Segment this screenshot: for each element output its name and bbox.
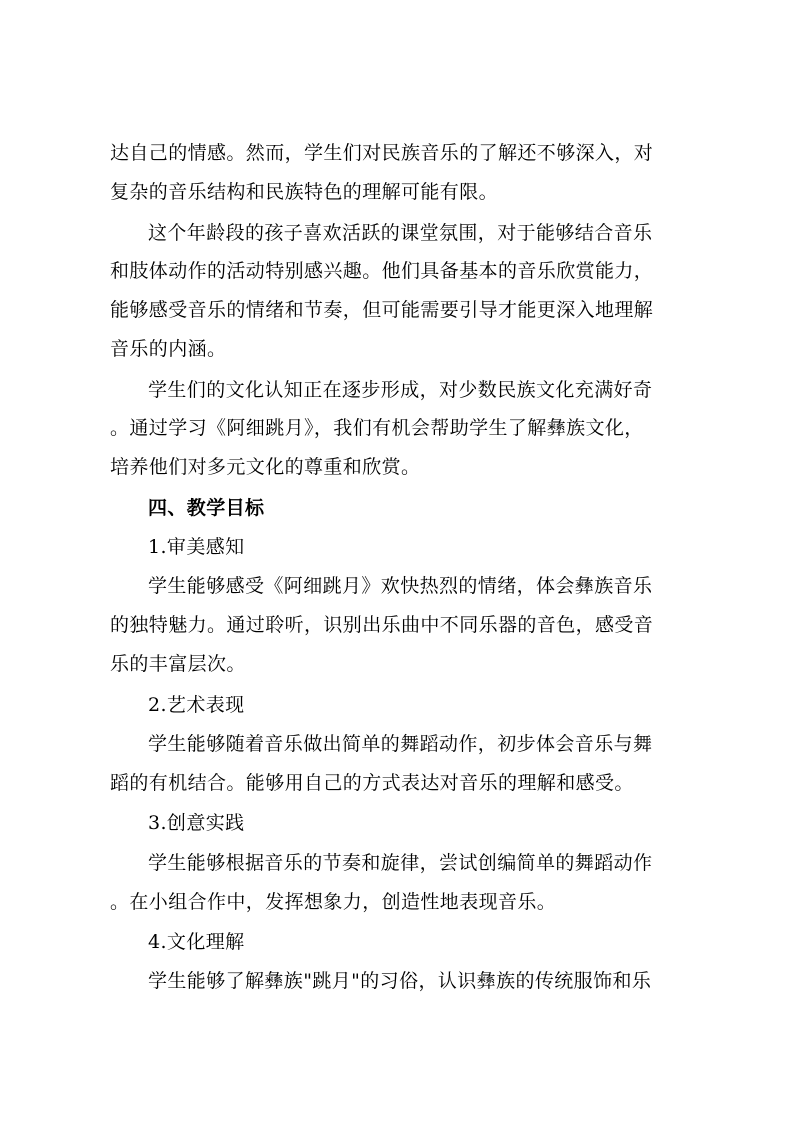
paragraph-line: 学生能够随着音乐做出简单的舞蹈动作，初步体会音乐与舞 [148,733,653,755]
paragraph-line: 乐的丰富层次。 [110,653,246,675]
paragraph-line: 培养他们对多元文化的尊重和欣赏。 [110,456,421,478]
paragraph-line: 的独特魅力。通过聆听，识别出乐曲中不同乐器的音色，感受音 [110,614,654,636]
paragraph-line: 复杂的音乐结构和民族特色的理解可能有限。 [110,181,499,203]
paragraph-line: 和肢体动作的活动特别感兴趣。他们具备基本的音乐欣赏能力， [110,260,654,282]
paragraph-line: 学生能够感受《阿细跳月》欢快热烈的情绪，体会彝族音乐 [148,575,653,597]
paragraph-line: 蹈的有机结合。能够用自己的方式表达对音乐的理解和感受。 [110,772,634,794]
paragraph-line: 。在小组合作中，发挥想象力，创造性地表现音乐。 [110,891,557,913]
paragraph-line: 学生们的文化认知正在逐步形成，对少数民族文化充满好奇 [148,379,653,401]
paragraph-line: 能够感受音乐的情绪和节奏，但可能需要引导才能更深入地理解 [110,299,654,321]
paragraph-line: 这个年龄段的孩子喜欢活跃的课堂氛围，对于能够结合音乐 [148,222,653,244]
subsection-heading: 1.审美感知 [148,536,245,558]
subsection-heading: 4.文化理解 [148,931,245,953]
paragraph-line: 音乐的内涵。 [110,338,227,360]
subsection-heading: 2.艺术表现 [148,694,245,716]
paragraph-line: 学生能够了解彝族"跳月"的习俗，认识彝族的传统服饰和乐 [148,970,652,992]
paragraph-line: 达自己的情感。然而，学生们对民族音乐的了解还不够深入，对 [110,142,654,164]
section-heading: 四、教学目标 [148,497,265,519]
paragraph-line: 。通过学习《阿细跳月》，我们有机会帮助学生了解彝族文化， [110,417,644,439]
paragraph-line: 学生能够根据音乐的节奏和旋律，尝试创编简单的舞蹈动作 [148,852,653,874]
subsection-heading: 3.创意实践 [148,812,245,834]
